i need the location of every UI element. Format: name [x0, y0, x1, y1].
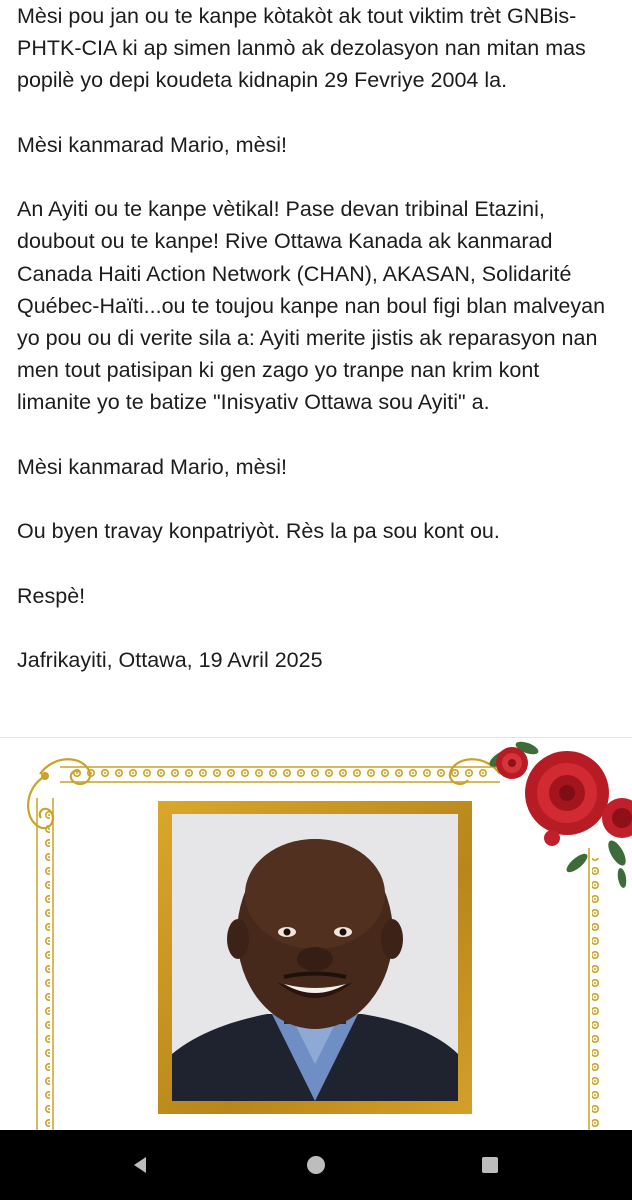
roses-decoration [482, 738, 632, 898]
post-signature: Jafrikayiti, Ottawa, 19 Avril 2025 [17, 647, 323, 672]
post-paragraph-6: Respè! [17, 583, 86, 608]
post-text [17, 0, 617, 708]
system-nav-bar [0, 1130, 632, 1200]
memorial-image[interactable] [0, 738, 632, 1130]
portrait-photo [172, 814, 458, 1101]
home-icon[interactable] [301, 1150, 331, 1180]
post-paragraph-2: Mèsi kanmarad Mario, mèsi! [17, 132, 288, 157]
post-paragraph-3: An Ayiti ou te kanpe vètikal! Pase devan tribinal Etazini, doubout ou te kanpe! Rive Ottawa Kanada ak kanmarad Canada Haiti Action Network (CHAN), AKASAN, Solidarité Québec-Haïti...ou te toujou kanpe nan boul figi blan malveyan yo pou ou di verite sila a: Ayiti merite jistis ak reparasyon nan men tout patisipan ki gen zago yo tranpe nan krim kont limanite yo te batize "Inisyativ Ottawa sou Ayiti" a. [17, 197, 606, 415]
post-paragraph-4: Mèsi kanmarad Mario, mèsi! [17, 454, 288, 479]
recents-icon[interactable] [475, 1150, 505, 1180]
post-paragraph-5: Ou byen travay konpatriyòt. Rès la pa sou kont ou. [17, 519, 500, 544]
photo-frame [158, 801, 472, 1114]
back-icon[interactable] [125, 1150, 155, 1180]
post-paragraph-1: Mèsi pou jan ou te kanpe kòtakòt ak tout viktim trèt GNBis-PHTK-CIA ki ap simen lanmò ak dezolasyon nan mitan mas popilè yo depi koudeta kidnapin 29 Fevriye 2004 la. [17, 4, 586, 93]
